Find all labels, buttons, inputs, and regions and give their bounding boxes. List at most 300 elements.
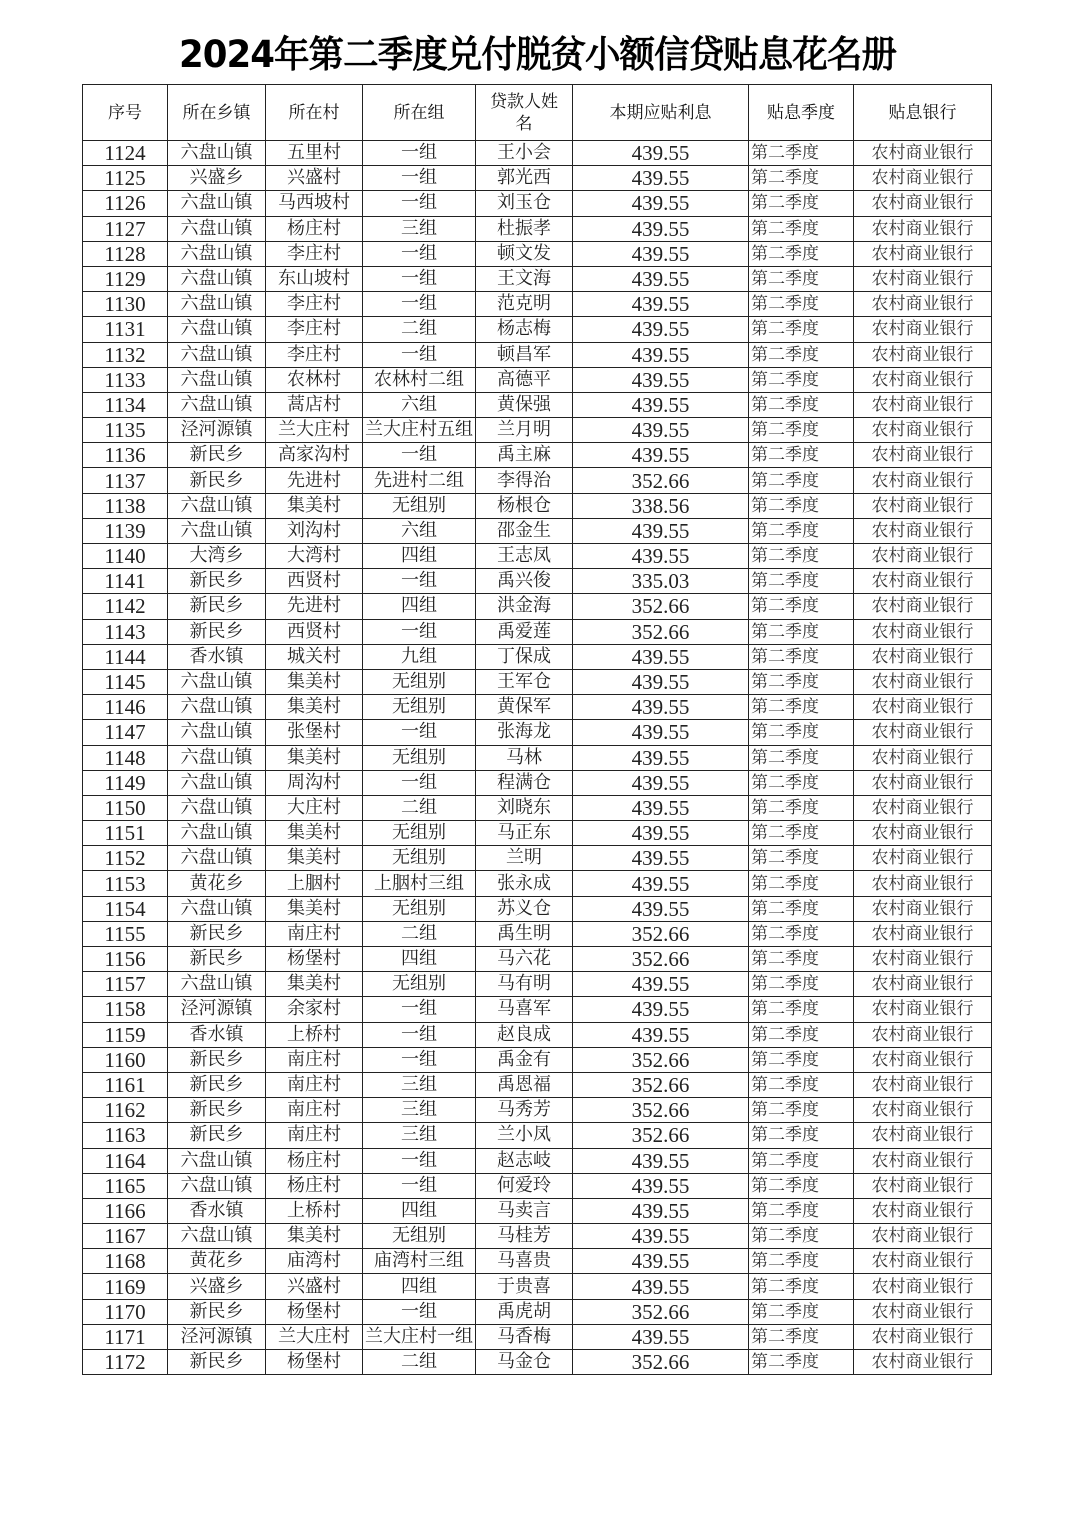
cell-bank: 农村商业银行: [854, 292, 992, 317]
cell-quarter: 第二季度: [749, 972, 854, 997]
cell-group: 一组: [363, 191, 476, 216]
cell-township: 六盘山镇: [168, 266, 266, 291]
cell-serial: 1148: [83, 745, 168, 770]
cell-bank: 农村商业银行: [854, 1047, 992, 1072]
header-bank: 贴息银行: [854, 85, 992, 141]
cell-serial: 1145: [83, 669, 168, 694]
cell-township: 六盘山镇: [168, 1173, 266, 1198]
cell-group: 无组别: [363, 745, 476, 770]
cell-serial: 1157: [83, 972, 168, 997]
cell-village: 李庄村: [266, 292, 363, 317]
cell-borrower: 禹虎胡: [476, 1299, 573, 1324]
cell-village: 南庄村: [266, 1047, 363, 1072]
cell-bank: 农村商业银行: [854, 997, 992, 1022]
cell-township: 六盘山镇: [168, 896, 266, 921]
cell-village: 集美村: [266, 493, 363, 518]
cell-quarter: 第二季度: [749, 518, 854, 543]
cell-borrower: 马香梅: [476, 1324, 573, 1349]
cell-borrower: 马喜军: [476, 997, 573, 1022]
cell-bank: 农村商业银行: [854, 1123, 992, 1148]
cell-group: 一组: [363, 342, 476, 367]
cell-village: 西贤村: [266, 619, 363, 644]
cell-quarter: 第二季度: [749, 367, 854, 392]
cell-township: 新民乡: [168, 1123, 266, 1148]
cell-quarter: 第二季度: [749, 644, 854, 669]
cell-serial: 1150: [83, 795, 168, 820]
cell-bank: 农村商业银行: [854, 795, 992, 820]
cell-township: 六盘山镇: [168, 342, 266, 367]
cell-borrower: 马有明: [476, 972, 573, 997]
cell-bank: 农村商业银行: [854, 1148, 992, 1173]
cell-quarter: 第二季度: [749, 1173, 854, 1198]
cell-serial: 1166: [83, 1198, 168, 1223]
cell-village: 张堡村: [266, 720, 363, 745]
cell-bank: 农村商业银行: [854, 921, 992, 946]
cell-group: 无组别: [363, 669, 476, 694]
cell-borrower: 张海龙: [476, 720, 573, 745]
cell-bank: 农村商业银行: [854, 770, 992, 795]
cell-township: 兴盛乡: [168, 166, 266, 191]
cell-bank: 农村商业银行: [854, 695, 992, 720]
cell-group: 四组: [363, 544, 476, 569]
cell-quarter: 第二季度: [749, 342, 854, 367]
cell-interest: 439.55: [573, 1198, 749, 1223]
cell-borrower: 马林: [476, 745, 573, 770]
cell-interest: 439.55: [573, 216, 749, 241]
cell-borrower: 禹金有: [476, 1047, 573, 1072]
cell-serial: 1155: [83, 921, 168, 946]
cell-borrower: 兰月明: [476, 418, 573, 443]
cell-group: 一组: [363, 1047, 476, 1072]
cell-group: 一组: [363, 619, 476, 644]
cell-bank: 农村商业银行: [854, 1224, 992, 1249]
cell-village: 先进村: [266, 468, 363, 493]
cell-quarter: 第二季度: [749, 871, 854, 896]
cell-borrower: 王志凤: [476, 544, 573, 569]
cell-quarter: 第二季度: [749, 569, 854, 594]
cell-interest: 439.55: [573, 317, 749, 342]
cell-township: 六盘山镇: [168, 216, 266, 241]
cell-serial: 1137: [83, 468, 168, 493]
cell-village: 集美村: [266, 1224, 363, 1249]
cell-group: 一组: [363, 292, 476, 317]
cell-group: 六组: [363, 392, 476, 417]
cell-borrower: 黄保强: [476, 392, 573, 417]
cell-township: 香水镇: [168, 644, 266, 669]
cell-quarter: 第二季度: [749, 317, 854, 342]
cell-serial: 1128: [83, 241, 168, 266]
cell-bank: 农村商业银行: [854, 544, 992, 569]
cell-township: 泾河源镇: [168, 1324, 266, 1349]
cell-group: 一组: [363, 770, 476, 795]
cell-serial: 1151: [83, 821, 168, 846]
cell-township: 六盘山镇: [168, 241, 266, 266]
cell-bank: 农村商业银行: [854, 443, 992, 468]
cell-township: 六盘山镇: [168, 1148, 266, 1173]
header-interest: 本期应贴利息: [573, 85, 749, 141]
cell-bank: 农村商业银行: [854, 241, 992, 266]
cell-village: 南庄村: [266, 921, 363, 946]
cell-interest: 352.66: [573, 1047, 749, 1072]
cell-group: 一组: [363, 720, 476, 745]
cell-township: 六盘山镇: [168, 795, 266, 820]
cell-bank: 农村商业银行: [854, 418, 992, 443]
cell-serial: 1138: [83, 493, 168, 518]
cell-interest: 439.55: [573, 443, 749, 468]
cell-borrower: 张永成: [476, 871, 573, 896]
cell-quarter: 第二季度: [749, 1324, 854, 1349]
cell-borrower: 李得治: [476, 468, 573, 493]
cell-interest: 439.55: [573, 745, 749, 770]
cell-borrower: 何爱玲: [476, 1173, 573, 1198]
cell-borrower: 洪金海: [476, 594, 573, 619]
cell-village: 高家沟村: [266, 443, 363, 468]
cell-village: 南庄村: [266, 1123, 363, 1148]
cell-township: 六盘山镇: [168, 367, 266, 392]
cell-quarter: 第二季度: [749, 619, 854, 644]
cell-bank: 农村商业银行: [854, 141, 992, 166]
cell-quarter: 第二季度: [749, 468, 854, 493]
cell-interest: 439.55: [573, 1324, 749, 1349]
cell-borrower: 马金仓: [476, 1350, 573, 1375]
cell-interest: 439.55: [573, 191, 749, 216]
cell-group: 无组别: [363, 493, 476, 518]
cell-village: 先进村: [266, 594, 363, 619]
cell-bank: 农村商业银行: [854, 342, 992, 367]
table-body: [83, 141, 992, 1375]
cell-serial: 1152: [83, 846, 168, 871]
cell-interest: 352.66: [573, 947, 749, 972]
cell-borrower: 顿昌军: [476, 342, 573, 367]
cell-quarter: 第二季度: [749, 141, 854, 166]
cell-group: 六组: [363, 518, 476, 543]
cell-quarter: 第二季度: [749, 821, 854, 846]
cell-serial: 1142: [83, 594, 168, 619]
cell-borrower: 杜振孝: [476, 216, 573, 241]
cell-group: 四组: [363, 594, 476, 619]
cell-group: 二组: [363, 921, 476, 946]
cell-borrower: 黄保军: [476, 695, 573, 720]
cell-group: 庙湾村三组: [363, 1249, 476, 1274]
cell-serial: 1163: [83, 1123, 168, 1148]
cell-serial: 1147: [83, 720, 168, 745]
cell-quarter: 第二季度: [749, 1299, 854, 1324]
cell-serial: 1170: [83, 1299, 168, 1324]
cell-serial: 1131: [83, 317, 168, 342]
cell-township: 六盘山镇: [168, 821, 266, 846]
cell-group: 二组: [363, 317, 476, 342]
cell-village: 杨庄村: [266, 216, 363, 241]
subsidy-roster-table: [82, 84, 992, 1375]
cell-quarter: 第二季度: [749, 266, 854, 291]
cell-quarter: 第二季度: [749, 1072, 854, 1097]
cell-village: 马西坡村: [266, 191, 363, 216]
cell-serial: 1124: [83, 141, 168, 166]
cell-bank: 农村商业银行: [854, 1072, 992, 1097]
cell-interest: 439.55: [573, 367, 749, 392]
cell-interest: 352.66: [573, 1072, 749, 1097]
cell-township: 新民乡: [168, 1098, 266, 1123]
cell-serial: 1161: [83, 1072, 168, 1097]
cell-interest: 439.55: [573, 770, 749, 795]
document-title: 2024年第二季度兑付脱贫小额信贷贴息花名册: [178, 33, 897, 76]
cell-borrower: 马秀芳: [476, 1098, 573, 1123]
cell-interest: 439.55: [573, 1022, 749, 1047]
cell-interest: 439.55: [573, 241, 749, 266]
cell-borrower: 马桂芳: [476, 1224, 573, 1249]
cell-township: 六盘山镇: [168, 317, 266, 342]
header-serial: 序号: [83, 85, 168, 141]
cell-village: 李庄村: [266, 241, 363, 266]
cell-interest: 335.03: [573, 569, 749, 594]
cell-township: 新民乡: [168, 569, 266, 594]
cell-village: 庙湾村: [266, 1249, 363, 1274]
cell-borrower: 禹兴俊: [476, 569, 573, 594]
cell-village: 杨堡村: [266, 1350, 363, 1375]
cell-borrower: 赵志岐: [476, 1148, 573, 1173]
cell-quarter: 第二季度: [749, 770, 854, 795]
cell-interest: 439.55: [573, 821, 749, 846]
cell-village: 兰大庄村: [266, 1324, 363, 1349]
cell-serial: 1165: [83, 1173, 168, 1198]
cell-quarter: 第二季度: [749, 1123, 854, 1148]
cell-township: 新民乡: [168, 921, 266, 946]
cell-bank: 农村商业银行: [854, 821, 992, 846]
cell-interest: 439.55: [573, 166, 749, 191]
cell-borrower: 程满仓: [476, 770, 573, 795]
cell-quarter: 第二季度: [749, 241, 854, 266]
cell-serial: 1139: [83, 518, 168, 543]
cell-township: 新民乡: [168, 1072, 266, 1097]
cell-township: 六盘山镇: [168, 720, 266, 745]
cell-interest: 352.66: [573, 1123, 749, 1148]
cell-group: 兰大庄村一组: [363, 1324, 476, 1349]
cell-bank: 农村商业银行: [854, 1098, 992, 1123]
cell-borrower: 禹主麻: [476, 443, 573, 468]
cell-township: 新民乡: [168, 468, 266, 493]
cell-village: 兰大庄村: [266, 418, 363, 443]
cell-interest: 439.55: [573, 392, 749, 417]
cell-quarter: 第二季度: [749, 669, 854, 694]
cell-borrower: 刘晓东: [476, 795, 573, 820]
cell-borrower: 王文海: [476, 266, 573, 291]
cell-bank: 农村商业银行: [854, 317, 992, 342]
cell-interest: 439.55: [573, 544, 749, 569]
cell-group: 一组: [363, 1022, 476, 1047]
cell-serial: 1168: [83, 1249, 168, 1274]
cell-township: 六盘山镇: [168, 695, 266, 720]
cell-interest: 439.55: [573, 972, 749, 997]
table-header-row: [83, 85, 992, 141]
cell-bank: 农村商业银行: [854, 569, 992, 594]
cell-bank: 农村商业银行: [854, 669, 992, 694]
cell-township: 兴盛乡: [168, 1274, 266, 1299]
cell-township: 大湾乡: [168, 544, 266, 569]
cell-village: 大庄村: [266, 795, 363, 820]
cell-interest: 439.55: [573, 1274, 749, 1299]
cell-quarter: 第二季度: [749, 1249, 854, 1274]
cell-group: 无组别: [363, 846, 476, 871]
cell-bank: 农村商业银行: [854, 745, 992, 770]
cell-serial: 1130: [83, 292, 168, 317]
cell-village: 集美村: [266, 972, 363, 997]
cell-serial: 1146: [83, 695, 168, 720]
cell-serial: 1164: [83, 1148, 168, 1173]
cell-village: 刘沟村: [266, 518, 363, 543]
cell-group: 四组: [363, 1198, 476, 1223]
cell-group: 四组: [363, 1274, 476, 1299]
cell-bank: 农村商业银行: [854, 1022, 992, 1047]
cell-township: 泾河源镇: [168, 997, 266, 1022]
cell-bank: 农村商业银行: [854, 896, 992, 921]
cell-quarter: 第二季度: [749, 493, 854, 518]
cell-bank: 农村商业银行: [854, 518, 992, 543]
cell-interest: 439.55: [573, 418, 749, 443]
cell-serial: 1126: [83, 191, 168, 216]
cell-borrower: 赵良成: [476, 1022, 573, 1047]
cell-village: 余家村: [266, 997, 363, 1022]
cell-quarter: 第二季度: [749, 720, 854, 745]
cell-borrower: 丁保成: [476, 644, 573, 669]
cell-interest: 352.66: [573, 619, 749, 644]
cell-serial: 1140: [83, 544, 168, 569]
cell-borrower: 杨根仓: [476, 493, 573, 518]
cell-quarter: 第二季度: [749, 216, 854, 241]
cell-interest: 352.66: [573, 1098, 749, 1123]
header-village: 所在村: [266, 85, 363, 141]
cell-serial: 1153: [83, 871, 168, 896]
cell-township: 黄花乡: [168, 871, 266, 896]
cell-bank: 农村商业银行: [854, 367, 992, 392]
cell-group: 无组别: [363, 1224, 476, 1249]
header-quarter: 贴息季度: [749, 85, 854, 141]
cell-serial: 1143: [83, 619, 168, 644]
cell-borrower: 马喜贵: [476, 1249, 573, 1274]
cell-township: 新民乡: [168, 443, 266, 468]
cell-interest: 439.55: [573, 1148, 749, 1173]
cell-village: 上胭村: [266, 871, 363, 896]
cell-township: 六盘山镇: [168, 972, 266, 997]
cell-village: 周沟村: [266, 770, 363, 795]
cell-borrower: 兰明: [476, 846, 573, 871]
cell-interest: 439.55: [573, 669, 749, 694]
cell-group: 三组: [363, 1098, 476, 1123]
cell-interest: 439.55: [573, 141, 749, 166]
cell-borrower: 刘玉仓: [476, 191, 573, 216]
cell-group: 无组别: [363, 821, 476, 846]
cell-village: 上桥村: [266, 1198, 363, 1223]
cell-village: 杨庄村: [266, 1173, 363, 1198]
cell-serial: 1132: [83, 342, 168, 367]
cell-bank: 农村商业银行: [854, 191, 992, 216]
cell-borrower: 兰小凤: [476, 1123, 573, 1148]
cell-quarter: 第二季度: [749, 896, 854, 921]
cell-interest: 439.55: [573, 1224, 749, 1249]
cell-interest: 352.66: [573, 468, 749, 493]
cell-serial: 1141: [83, 569, 168, 594]
cell-serial: 1154: [83, 896, 168, 921]
cell-village: 兴盛村: [266, 166, 363, 191]
cell-group: 无组别: [363, 695, 476, 720]
cell-village: 集美村: [266, 695, 363, 720]
cell-serial: 1169: [83, 1274, 168, 1299]
cell-quarter: 第二季度: [749, 418, 854, 443]
cell-quarter: 第二季度: [749, 846, 854, 871]
cell-bank: 农村商业银行: [854, 493, 992, 518]
cell-group: 二组: [363, 795, 476, 820]
cell-township: 新民乡: [168, 947, 266, 972]
cell-group: 三组: [363, 1072, 476, 1097]
cell-borrower: 郭光西: [476, 166, 573, 191]
cell-quarter: 第二季度: [749, 695, 854, 720]
cell-borrower: 于贵喜: [476, 1274, 573, 1299]
cell-group: 九组: [363, 644, 476, 669]
cell-township: 六盘山镇: [168, 669, 266, 694]
cell-village: 集美村: [266, 669, 363, 694]
cell-borrower: 禹恩福: [476, 1072, 573, 1097]
cell-township: 新民乡: [168, 594, 266, 619]
cell-bank: 农村商业银行: [854, 871, 992, 896]
cell-quarter: 第二季度: [749, 947, 854, 972]
cell-serial: 1158: [83, 997, 168, 1022]
cell-quarter: 第二季度: [749, 292, 854, 317]
cell-interest: 352.66: [573, 921, 749, 946]
cell-quarter: 第二季度: [749, 1148, 854, 1173]
cell-quarter: 第二季度: [749, 997, 854, 1022]
cell-village: 集美村: [266, 896, 363, 921]
cell-village: 农林村: [266, 367, 363, 392]
cell-interest: 439.55: [573, 997, 749, 1022]
cell-serial: 1171: [83, 1324, 168, 1349]
cell-group: 一组: [363, 166, 476, 191]
cell-township: 香水镇: [168, 1198, 266, 1223]
cell-village: 杨堡村: [266, 947, 363, 972]
cell-interest: 352.66: [573, 1350, 749, 1375]
cell-serial: 1172: [83, 1350, 168, 1375]
cell-interest: 439.55: [573, 695, 749, 720]
cell-group: 先进村二组: [363, 468, 476, 493]
cell-group: 一组: [363, 1299, 476, 1324]
cell-bank: 农村商业银行: [854, 720, 992, 745]
cell-village: 杨堡村: [266, 1299, 363, 1324]
cell-group: 上胭村三组: [363, 871, 476, 896]
cell-quarter: 第二季度: [749, 745, 854, 770]
cell-bank: 农村商业银行: [854, 1299, 992, 1324]
cell-group: 二组: [363, 1350, 476, 1375]
cell-interest: 439.55: [573, 720, 749, 745]
cell-quarter: 第二季度: [749, 1022, 854, 1047]
cell-township: 六盘山镇: [168, 392, 266, 417]
cell-township: 香水镇: [168, 1022, 266, 1047]
cell-bank: 农村商业银行: [854, 1249, 992, 1274]
cell-group: 兰大庄村五组: [363, 418, 476, 443]
cell-township: 新民乡: [168, 619, 266, 644]
cell-bank: 农村商业银行: [854, 972, 992, 997]
cell-quarter: 第二季度: [749, 795, 854, 820]
cell-group: 无组别: [363, 896, 476, 921]
cell-township: 六盘山镇: [168, 292, 266, 317]
cell-village: 李庄村: [266, 317, 363, 342]
cell-interest: 439.55: [573, 871, 749, 896]
cell-borrower: 马六花: [476, 947, 573, 972]
cell-village: 城关村: [266, 644, 363, 669]
cell-township: 六盘山镇: [168, 518, 266, 543]
cell-borrower: 范克明: [476, 292, 573, 317]
cell-group: 三组: [363, 216, 476, 241]
cell-group: 一组: [363, 569, 476, 594]
cell-interest: 439.55: [573, 644, 749, 669]
cell-bank: 农村商业银行: [854, 594, 992, 619]
